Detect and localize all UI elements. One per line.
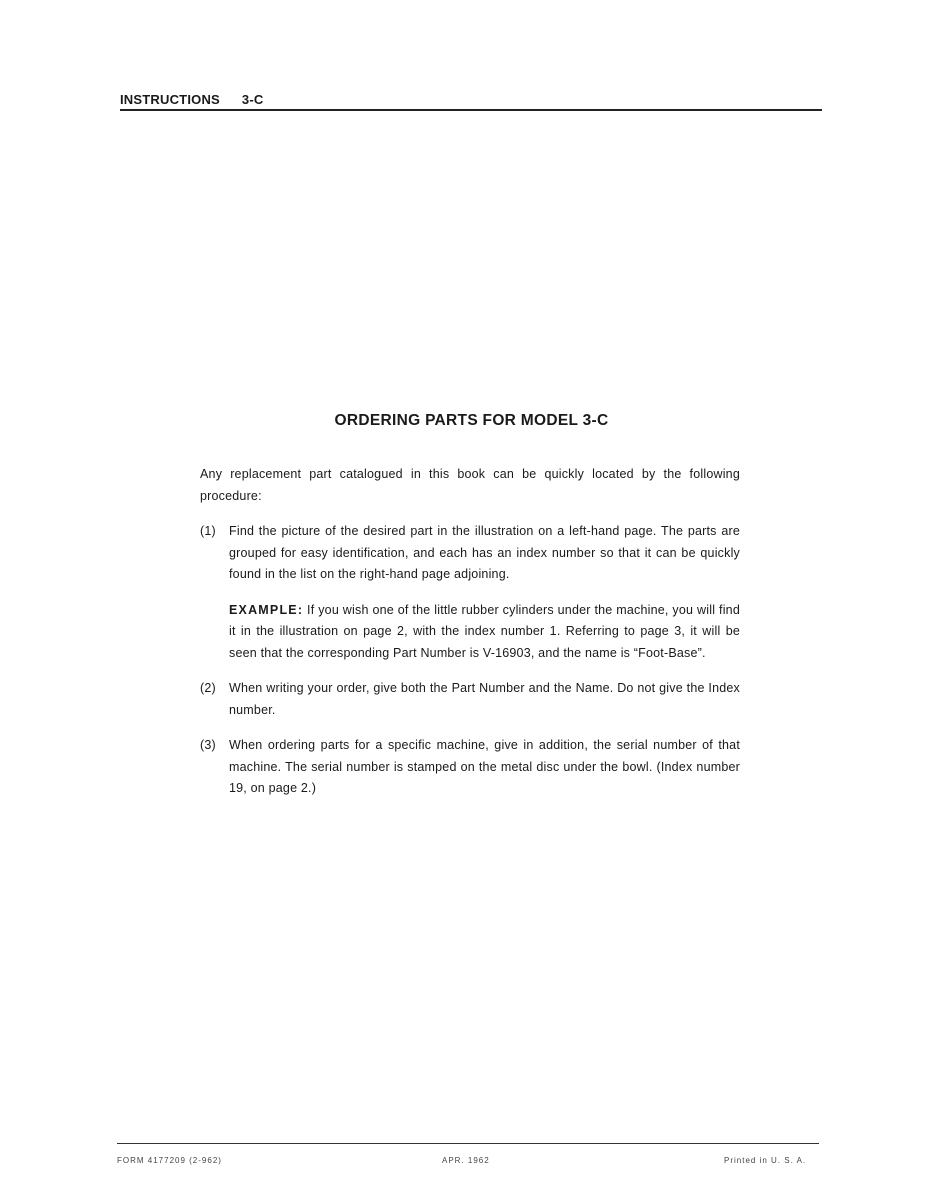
header-section: INSTRUCTIONS (120, 92, 220, 107)
step-1-text: Find the picture of the desired part in the illustration on a left-hand page. The parts are grouped for easy identification, and each has an index number so that it can be quickly found in the list on the right-hand page adjoining. (229, 524, 740, 581)
example-paragraph (229, 600, 740, 665)
step-1 (200, 521, 740, 586)
example-label: EXAMPLE: (229, 602, 304, 617)
instructions-body (200, 464, 740, 800)
step-3 (200, 735, 740, 800)
footer-rule (117, 1143, 819, 1144)
example-text: If you wish one of the little rubber cylinders under the machine, you will find it in the illustration on page 2, with the index number 1. Referring to page 3, it will be seen that the corresponding Part Number is V-16903, and the name is “Foot-Base”. (229, 602, 740, 660)
header-model-code: 3-C (241, 92, 264, 107)
page-header (120, 92, 822, 112)
footer-form-number: FORM 4177209 (2-962) (117, 1156, 222, 1165)
step-1-number: (1) (200, 524, 216, 538)
page-title: ORDERING PARTS FOR MODEL 3-C (334, 412, 609, 429)
footer-date: APR. 1962 (442, 1156, 490, 1165)
step-3-number: (3) (200, 738, 216, 752)
intro-paragraph: Any replacement part catalogued in this book can be quickly located by the following procedure: (200, 467, 740, 503)
step-2-number: (2) (200, 681, 216, 695)
header-rule (120, 109, 822, 111)
step-2 (200, 678, 740, 721)
step-3-text: When ordering parts for a specific machine, give in addition, the serial number of that machine. The serial number is stamped on the metal disc under the bowl. (Index number 19, on page 2.) (229, 738, 740, 795)
step-2-text: When writing your order, give both the Part Number and the Name. Do not give the Index number. (229, 681, 740, 717)
footer-printed: Printed in U. S. A. (724, 1156, 807, 1165)
header-text (120, 92, 263, 107)
